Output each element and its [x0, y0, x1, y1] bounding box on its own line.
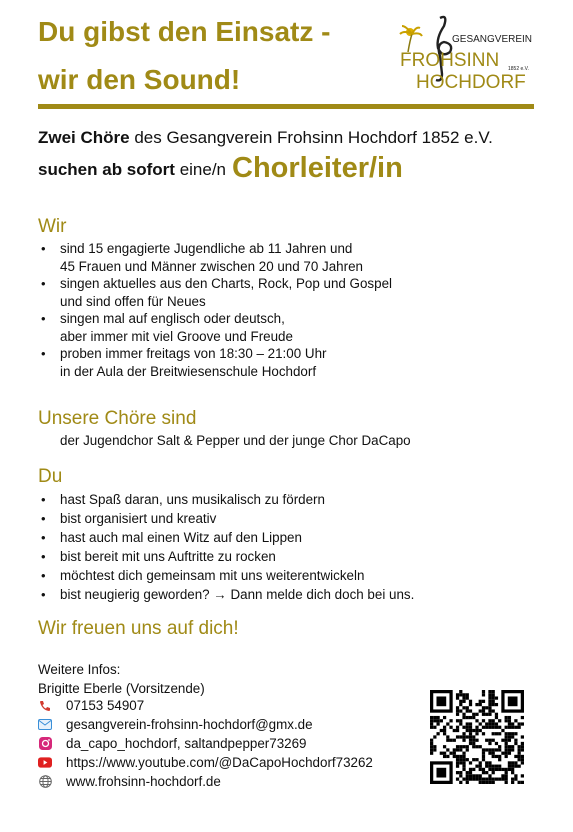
list-item: • bist organisiert und kreativ: [38, 509, 414, 528]
contact-person: Brigitte Eberle (Vorsitzende): [38, 681, 205, 696]
list-item: • möchtest dich gemeinsam mit uns weiterentwickeln: [38, 566, 414, 585]
list-item: • sind 15 engagierte Jugendliche ab 11 Jahren und 45 Frauen und Männer zwischen 20 und 70 Jahren: [38, 240, 392, 275]
list-item: • bist neugierig geworden? → Dann melde dich doch bei uns.: [38, 585, 414, 604]
intro-line-2: [38, 150, 403, 183]
contact-list: [38, 696, 373, 791]
section-heading-choere: Unsere Chöre sind: [38, 408, 197, 429]
youtube-icon: [38, 756, 52, 770]
list-item: • hast auch mal einen Witz auf den Lippen: [38, 528, 414, 547]
list-item: • hast Spaß daran, uns musikalisch zu fördern: [38, 490, 414, 509]
list-item: • singen aktuelles aus den Charts, Rock, Pop und Gospel und sind offen für Neues: [38, 275, 392, 310]
logo-year: 1852 e.V.: [508, 66, 529, 72]
section-heading-du: Du: [38, 466, 63, 487]
headline-line-1: Du gibst den Einsatz -: [38, 16, 331, 47]
section-heading-wir: Wir: [38, 216, 67, 237]
contact-email[interactable]: gesangverein-frohsinn-hochdorf@gmx.de: [38, 715, 373, 734]
globe-icon: [38, 775, 52, 789]
phone-icon: [38, 699, 52, 713]
du-list: [38, 490, 414, 604]
headline: [38, 8, 330, 104]
logo-text-small: GESANGVEREIN: [452, 34, 533, 45]
contact-youtube[interactable]: https://www.youtube.com/@DaCapoHochdorf73262: [38, 753, 373, 772]
contact-phone[interactable]: 07153 54907: [38, 696, 373, 715]
contact-website[interactable]: www.frohsinn-hochdorf.de: [38, 772, 373, 791]
intro-bold-2: suchen ab sofort: [38, 160, 175, 179]
contact-instagram[interactable]: da_capo_hochdorf, saltandpepper73269: [38, 734, 373, 753]
closing-heading: Wir freuen uns auf dich!: [38, 618, 239, 639]
choere-text: der Jugendchor Salt & Pepper und der junge Chor DaCapo: [60, 433, 411, 448]
contact-intro: [38, 660, 205, 698]
logo-text-hochdorf: HOCHDORF: [416, 72, 526, 92]
email-icon: [38, 718, 52, 732]
intro-text-1: des Gesangverein Frohsinn Hochdorf 1852 e.V.: [129, 128, 493, 147]
intro-text-2: eine/n: [174, 160, 227, 179]
instagram-icon: [38, 737, 52, 751]
qr-code[interactable]: [430, 690, 524, 784]
role-title: Chorleiter/in: [232, 152, 403, 184]
club-logo: [398, 12, 536, 92]
headline-line-2: wir den Sound!: [38, 64, 241, 95]
list-item: • singen mal auf englisch oder deutsch, aber immer mit viel Groove und Freude: [38, 310, 392, 345]
contact-label: Weitere Infos:: [38, 662, 121, 677]
intro-bold-1: Zwei Chöre: [38, 128, 130, 147]
list-item: • bist bereit mit uns Auftritte zu rocken: [38, 547, 414, 566]
list-item: • proben immer freitags von 18:30 – 21:00 Uhr in der Aula der Breitwiesenschule Hochdorf: [38, 345, 392, 380]
intro-line-1: [38, 128, 493, 148]
logo-text-frohsinn: FROHSINN: [400, 50, 500, 71]
wir-list: [38, 240, 392, 380]
header-rule: [38, 104, 534, 109]
